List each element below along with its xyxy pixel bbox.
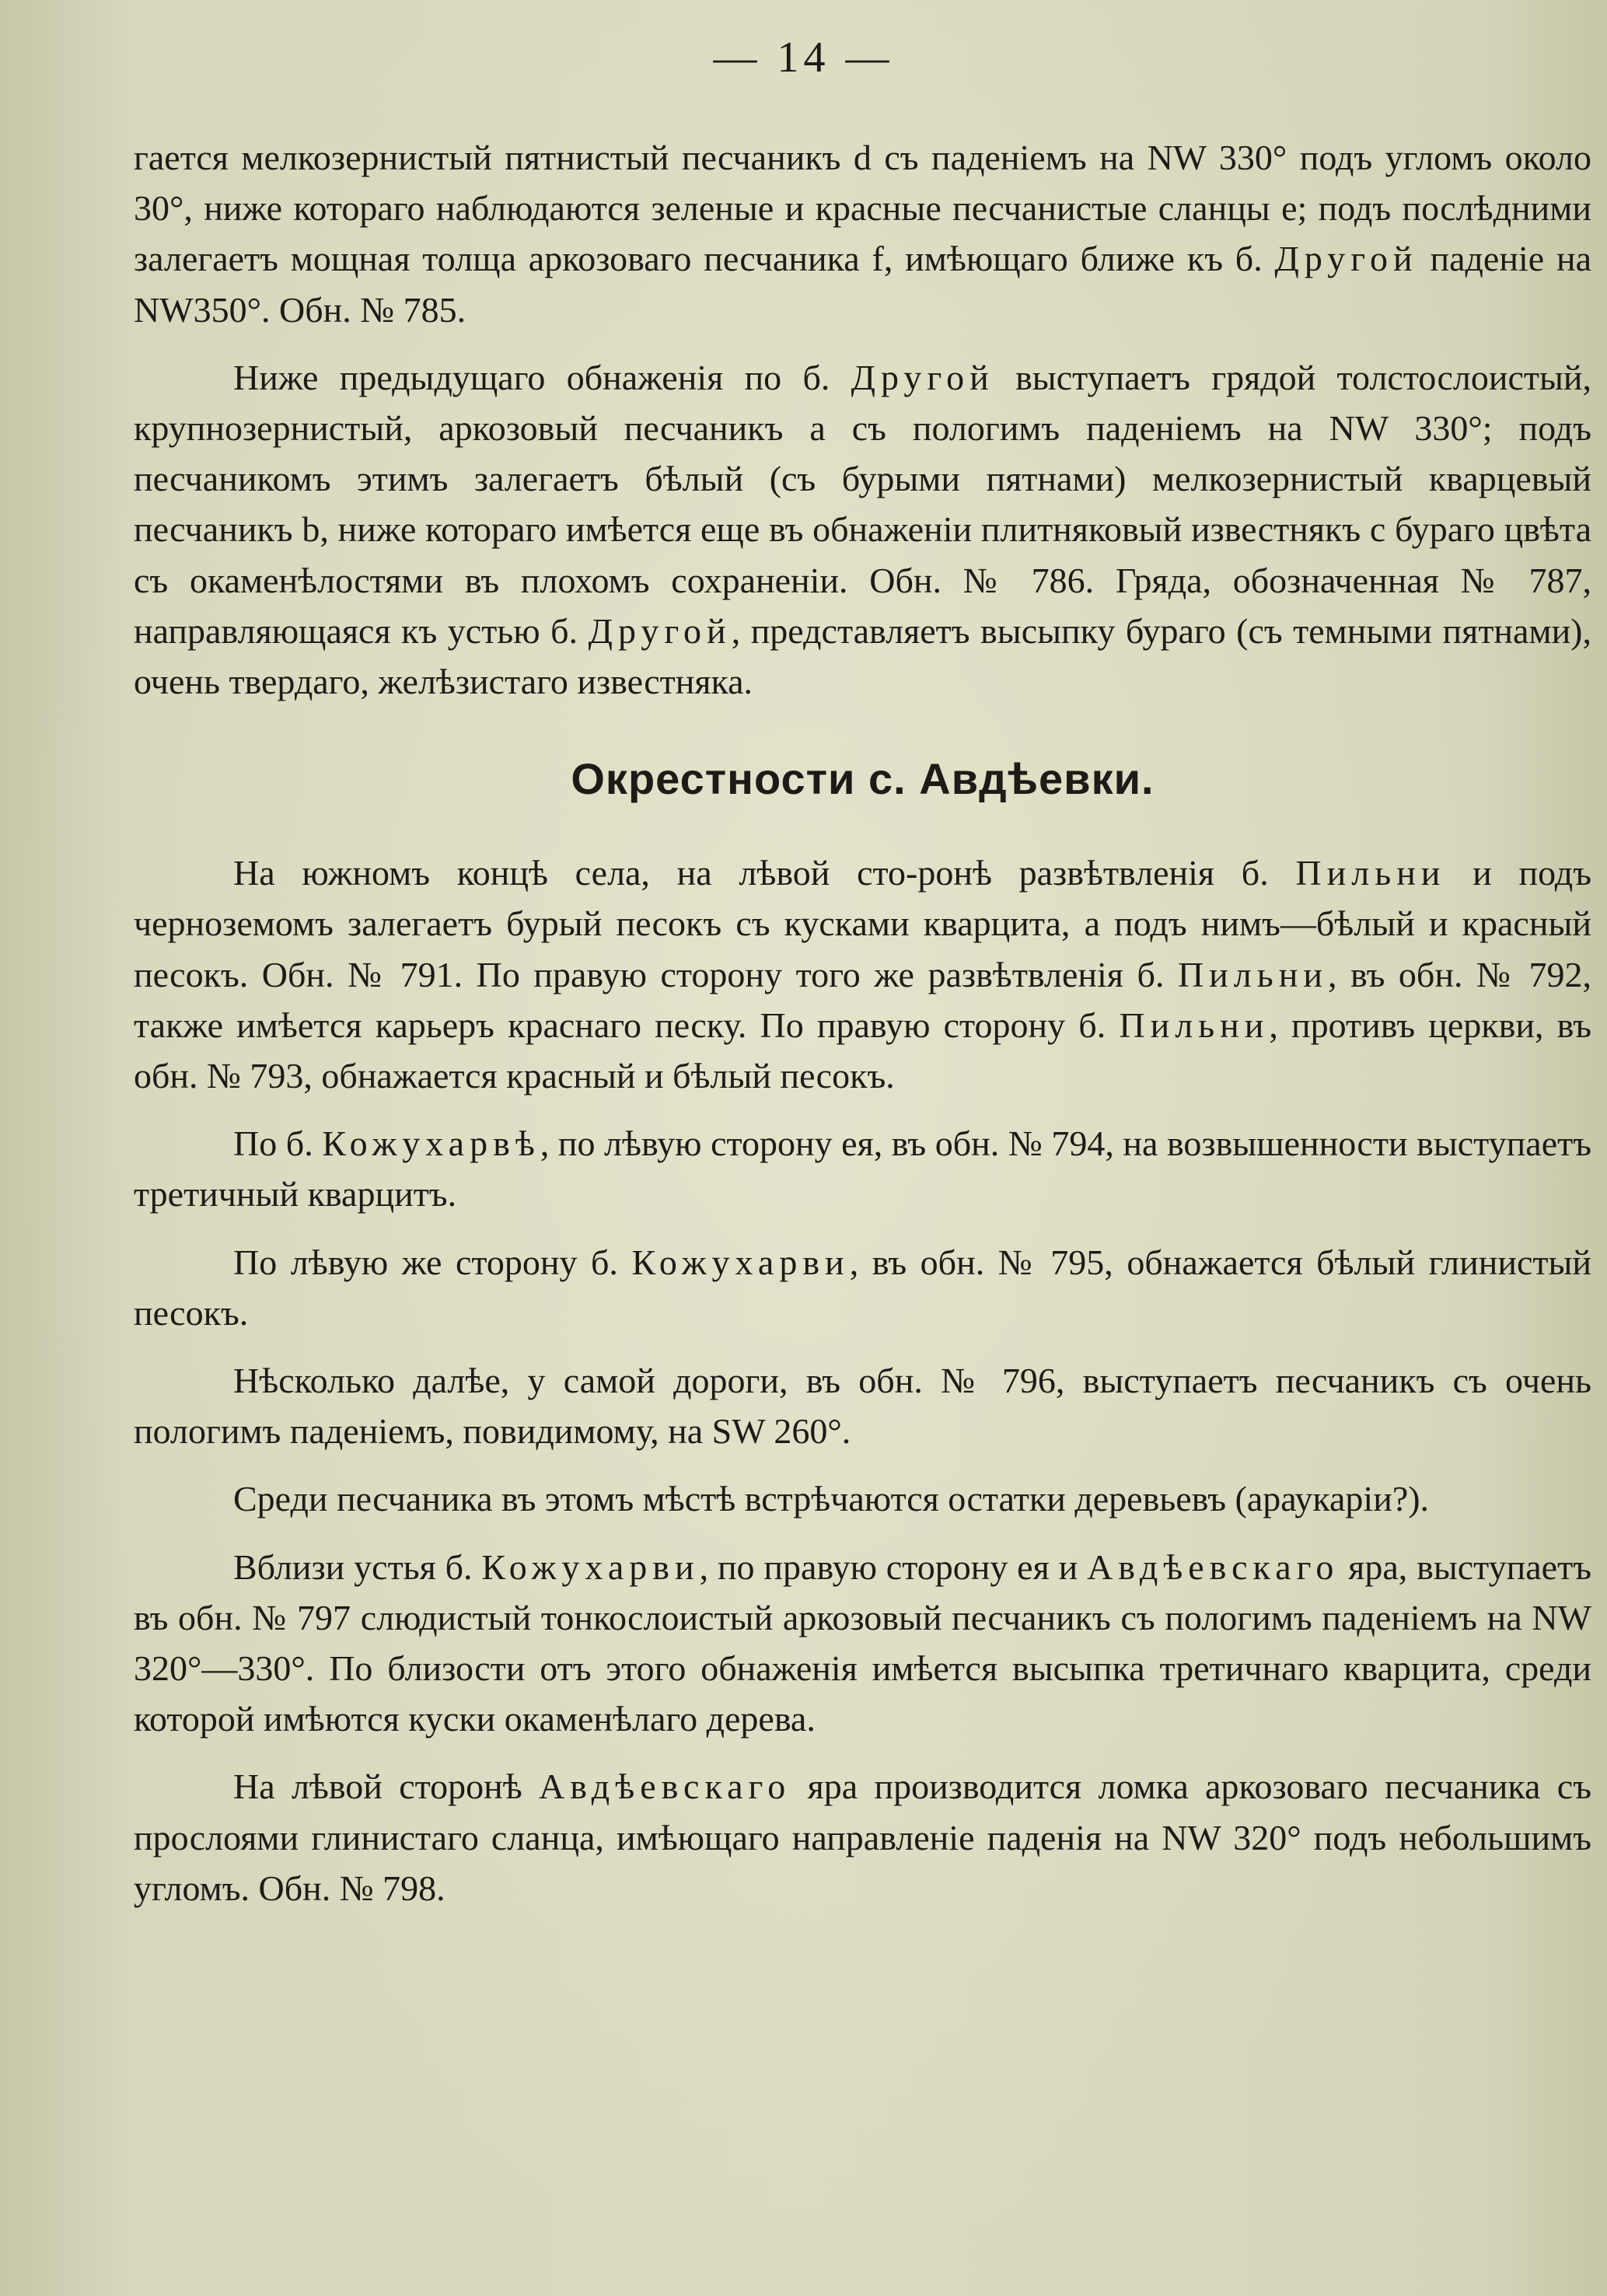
page-number: — 14 — [713, 33, 894, 82]
text-run: Ниже предыдущаго обнаженія по б. [233, 357, 851, 397]
paragraph-p7 [134, 1473, 1591, 1524]
section-heading: Окрестности с. Авдѣевки. [571, 754, 1155, 804]
text-run: Вблизи устья б. [233, 1546, 482, 1587]
text-run: Среди песчаника въ этомъ мѣстѣ встрѣчаются остатки деревьевъ (араукаріи?). [233, 1479, 1430, 1519]
paragraph-p3 [134, 847, 1591, 1101]
paragraph-p1 [134, 132, 1591, 335]
spaced-name: Кожухарви [481, 1546, 700, 1587]
text-run: яра производится ломка аркозоваго песчаника съ прослоями глинистаго сланца, имѣющаго направленіе паденія на NW 320° подъ небольшимъ угломъ. Обн. № 798. [134, 1767, 1591, 1908]
text-run: На лѣвой сторонѣ [233, 1767, 540, 1807]
text-run: выступаетъ грядой толстослоистый, крупнозернистый, аркозовый песчаникъ a съ пологимъ паденіемъ на NW 330°; подъ песчаникомъ этимъ залегаетъ бѣлый (съ бурыми пятнами) мелкозернистый кварцевый песчаникъ b, ниже котораго имѣется еще въ обнаженіи плитняковый известнякъ с бураго цвѣта съ окаменѣлостями въ плохомъ сохраненіи. Обн. № 786. Гряда, обозначенная № 787, направляющаяся къ устью б. [134, 357, 1591, 651]
spaced-name: Другой [1274, 239, 1418, 279]
paragraph-group-bottom [134, 847, 1591, 1913]
spaced-name: Пильни [1119, 1005, 1270, 1045]
text-run: По б. [233, 1124, 323, 1164]
paragraph-p9 [134, 1761, 1591, 1913]
text-run: и подъ черноземомъ залегаетъ бурый песокъ съ кусками кварцита, а подъ нимъ—бѣлый и красный песокъ. Обн. № 791. По правую сторону того же развѣтвленія б. [134, 853, 1591, 994]
spaced-name: Пильни [1177, 954, 1328, 994]
page-body [134, 132, 1591, 1931]
text-run: По лѣвую же сторону б. [233, 1242, 632, 1282]
text-run: , въ обн. № 795, обнажается бѣлый глинистый песокъ. [134, 1242, 1591, 1333]
spaced-name: Другой [851, 357, 994, 397]
text-run: яра, выступаетъ въ обн. № 797 слюдистый тонкослоистый аркозовый песчаникъ съ пологимъ паденіемъ на NW 320°—330°. По близости отъ этого обнаженія имѣется высыпка третичнаго кварцита, среди которой имѣются куски окаменѣлаго дерева. [134, 1546, 1591, 1739]
spaced-name: Авдѣевскаго [1087, 1546, 1340, 1587]
spaced-name: Кожухарвѣ [322, 1124, 540, 1164]
text-run: гается мелкозернистый пятнистый песчаникъ d съ паденіемъ на NW 330° подъ угломъ около 30°, ниже котораго наблюдаются зеленые и красные песчанистые сланцы e; подъ послѣдними залегаетъ мощная толща аркозоваго песчаника f, имѣющаго ближе къ б. [134, 138, 1591, 279]
spaced-name: Пильни [1295, 853, 1446, 893]
paragraph-p6 [134, 1355, 1591, 1456]
paragraph-group-top [134, 132, 1591, 707]
text-run: , по правую сторону ея и [699, 1546, 1088, 1587]
paragraph-p8 [134, 1542, 1591, 1745]
spaced-name: Авдѣевскаго [539, 1767, 791, 1807]
text-run: , противъ церкви, въ обн. № 793, обнажается красный и бѣлый песокъ. [134, 1005, 1592, 1096]
text-run: На южномъ концѣ села, на лѣвой сто-ронѣ развѣтвленія б. [233, 853, 1296, 893]
paragraph-p4 [134, 1118, 1591, 1219]
spaced-name: Кожухарви [631, 1242, 850, 1282]
text-run: , въ обн. № 792, также имѣется карьеръ краснаго песку. По правую сторону б. [134, 954, 1591, 1045]
spaced-name: Другой [588, 610, 732, 651]
paragraph-p2 [134, 352, 1591, 707]
text-run: , по лѣвую сторону ея, въ обн. № 794, на возвышенности выступаетъ третичный кварцитъ. [134, 1124, 1591, 1214]
text-run: паденіе на NW350°. Обн. № 785. [134, 239, 1591, 330]
paragraph-p5 [134, 1237, 1591, 1338]
text-run: Нѣсколько далѣе, у самой дороги, въ обн. № 796, выступаетъ песчаникъ съ очень пологимъ паденіемъ, повидимому, на SW 260°. [134, 1361, 1591, 1452]
text-run: , представляетъ высыпку бураго (съ темными пятнами), очень твердаго, желѣзистаго известняка. [134, 610, 1591, 702]
